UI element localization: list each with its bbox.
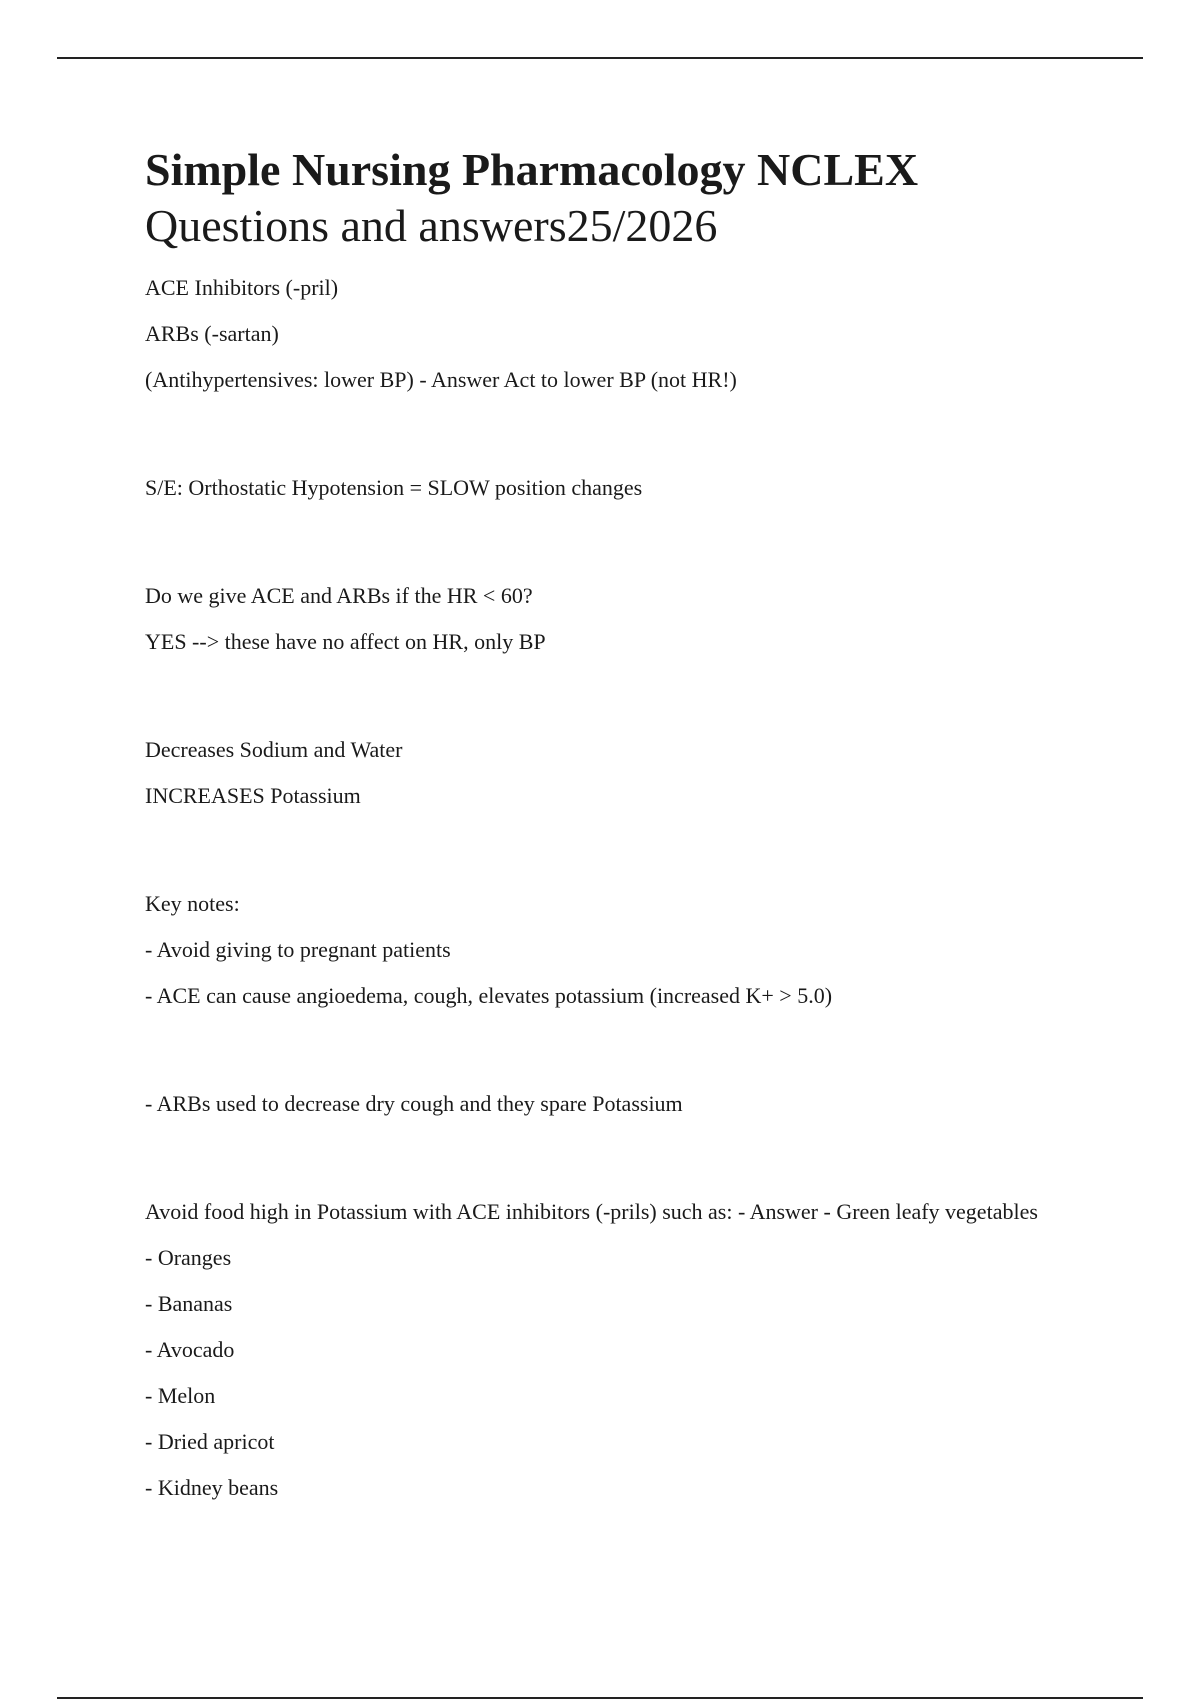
- text-line: - ARBs used to decrease dry cough and they spare Potassium: [145, 1091, 683, 1116]
- blank-spacer: [145, 520, 1045, 566]
- text-line: Key notes:: [145, 891, 240, 916]
- text-line: - Kidney beans: [145, 1475, 279, 1500]
- blank-spacer: [145, 1028, 1045, 1074]
- text-line: Do we give ACE and ARBs if the HR < 60?: [145, 583, 533, 608]
- blank-spacer: [145, 674, 1045, 720]
- document-lines: [145, 274, 1045, 1502]
- text-line: - Avocado: [145, 1337, 235, 1362]
- title-regular-line: Questions and answers25/2026: [145, 200, 718, 251]
- top-rule: [57, 57, 1143, 59]
- text-line: - Avoid giving to pregnant patients: [145, 937, 451, 962]
- text-line: - Melon: [145, 1383, 216, 1408]
- title-bold-line: Simple Nursing Pharmacology NCLEX: [145, 144, 919, 195]
- text-line: Avoid food high in Potassium with ACE inhibitors (-prils) such as: - Answer - Green leafy vegetables: [145, 1199, 1038, 1224]
- blank-spacer: [145, 412, 1045, 458]
- bottom-rule: [57, 1697, 1143, 1699]
- text-line: (Antihypertensives: lower BP) - Answer Act to lower BP (not HR!): [145, 367, 737, 392]
- text-line: ARBs (-sartan): [145, 321, 279, 346]
- text-line: - Dried apricot: [145, 1429, 275, 1454]
- text-line: ACE Inhibitors (-pril): [145, 275, 339, 300]
- blank-spacer: [145, 828, 1045, 874]
- text-line: S/E: Orthostatic Hypotension = SLOW position changes: [145, 475, 643, 500]
- text-line: YES --> these have no affect on HR, only BP: [145, 629, 546, 654]
- document-body: [145, 142, 1045, 1520]
- text-line: - ACE can cause angioedema, cough, elevates potassium (increased K+ > 5.0): [145, 983, 833, 1008]
- document-title: [145, 142, 1045, 254]
- text-line: - Bananas: [145, 1291, 233, 1316]
- text-line: Decreases Sodium and Water: [145, 737, 403, 762]
- text-line: - Oranges: [145, 1245, 232, 1270]
- text-line: INCREASES Potassium: [145, 783, 361, 808]
- blank-spacer: [145, 1136, 1045, 1182]
